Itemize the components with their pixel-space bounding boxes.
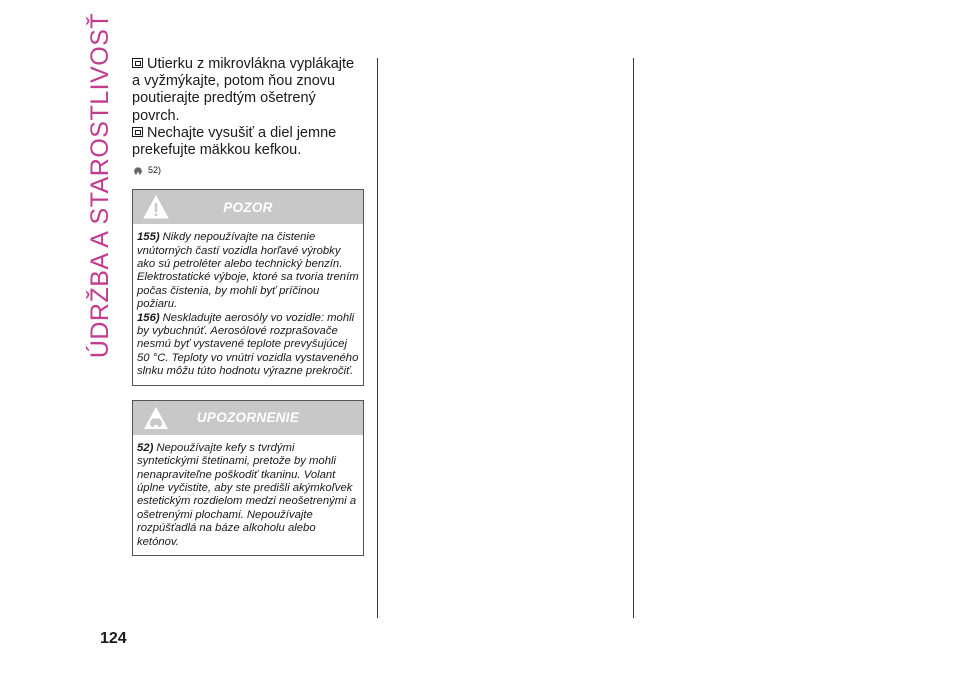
notice-panel: [132, 400, 364, 556]
notice-item-number: 52): [137, 441, 154, 454]
warning-item-number: 155): [137, 231, 160, 244]
note-reference-text: 52): [148, 165, 162, 176]
bullet-text: Nechajte vysušiť a diel jemne prekefujte mäkkou kefkou.: [132, 124, 337, 159]
note-reference: [132, 165, 364, 175]
bullet-text: Utierku z mikrovlákna vyplákajte a vyžmýkajte, potom ňou znovu poutierajte predtým ošetrený povrch.: [132, 56, 355, 124]
car-note-icon: [132, 165, 144, 175]
checkbox-bullet-icon: [132, 127, 143, 137]
column-divider-left: [377, 58, 378, 618]
notice-header: [133, 401, 363, 435]
bullet-item: [132, 125, 364, 159]
notice-body: [133, 435, 363, 555]
warning-item-text: Neskladujte aerosóly vo vozidle: mohli by vybuchnúť. Aerosólové rozprašovače nesmú byť vystavené teplote prevyšujúcej 50 °C. Teploty vo vnútri vozidla vystaveného slnku môžu túto hodnotu výrazne prekročiť.: [137, 311, 359, 378]
checkbox-bullet-icon: [132, 58, 143, 68]
car-caution-icon: [143, 405, 169, 431]
text-column: [132, 56, 364, 556]
notice-item-text: Nepoužívajte kefy s tvrdými syntetickými štetinami, pretože by mohli nenapraviteľne poškodiť tkaninu. Volant úplne vyčistite, aby ste predišli akýmkoľvek estetickým rozdielom medzi neošetrenými a ošetrenými plochami. Nepoužívajte rozpúšťadlá na báze alkoholu alebo ketónov.: [137, 441, 357, 548]
warning-panel: [132, 189, 364, 385]
warning-item: [137, 312, 359, 379]
bullet-item: [132, 56, 364, 125]
notice-title: UPOZORNENIE: [196, 410, 300, 426]
warning-item-number: 156): [137, 311, 160, 324]
warning-header: [133, 190, 363, 224]
warning-triangle-icon: [143, 194, 169, 220]
notice-item: [137, 442, 359, 549]
warning-item: [137, 231, 359, 311]
warning-body: [133, 224, 363, 384]
chapter-title: [84, 12, 118, 358]
chapter-title-text: ÚDRŽBA A STAROSTLIVOSŤ: [86, 12, 115, 358]
page-number: 124: [100, 630, 127, 647]
warning-title: POZOR: [223, 199, 273, 215]
warning-item-text: Nikdy nepoužívajte na čistenie vnútorných častí vozidla horľavé výrobky ako sú petroléter alebo technický benzín. Elektrostatické výboje, ktoré sa tvoria trením počas čistenia, by mohli byť príčinou požiaru.: [137, 231, 359, 311]
column-divider-right: [633, 58, 634, 618]
